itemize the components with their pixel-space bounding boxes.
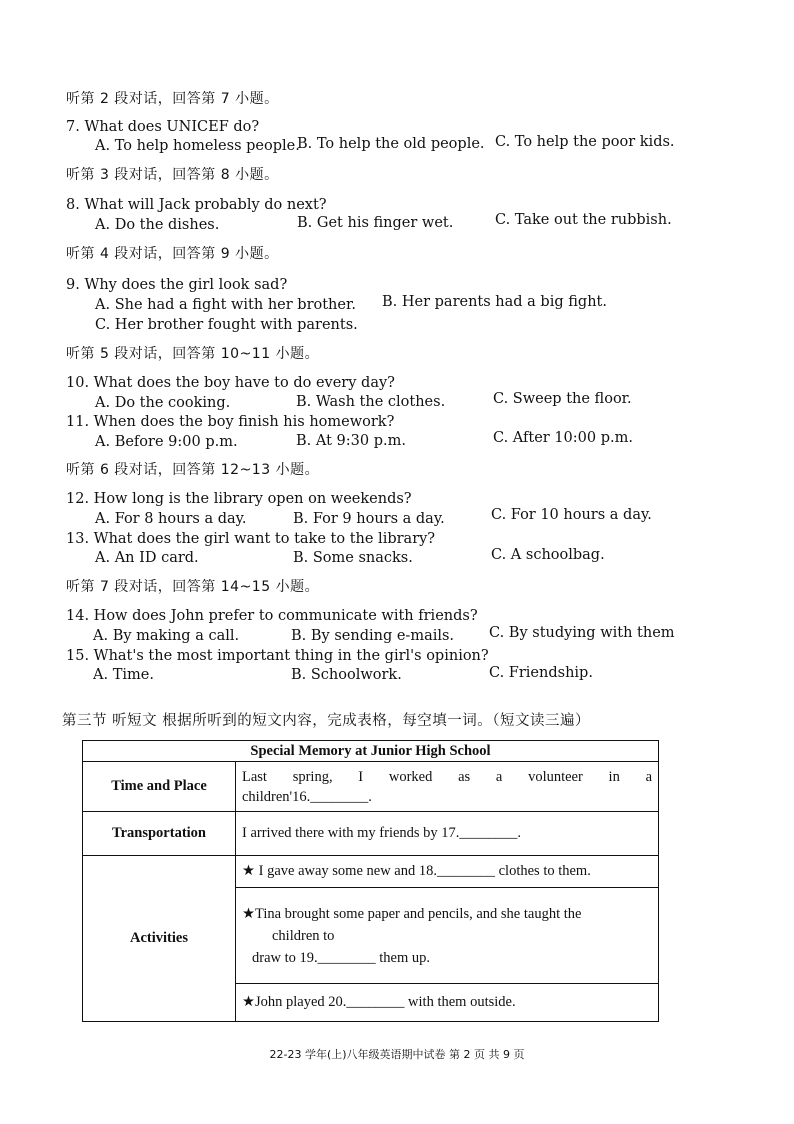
question-8-option-c: C. Take out the rubbish.: [495, 212, 672, 228]
table-title: Special Memory at Junior High School: [83, 741, 659, 762]
activity-1-text: ★ I gave away some new and 18.________ clothes to them.: [236, 856, 659, 888]
question-12-stem: 12. How long is the library open on weekends?: [66, 491, 412, 507]
transportation-text: I arrived there with my friends by 17.________.: [236, 812, 659, 856]
question-11-stem: 11. When does the boy finish his homework?: [66, 414, 395, 430]
activity-3-text: ★John played 20.________ with them outside.: [236, 984, 659, 1022]
question-14-option-a: A. By making a call.: [93, 628, 240, 644]
question-8-option-b: B. Get his finger wet.: [297, 215, 454, 231]
section-heading-2: 听第 2 段对话，回答第 7 小题。: [66, 91, 279, 107]
activity-2-line-1: ★Tina brought some paper and pencils, and she taught the: [242, 905, 582, 922]
question-13-option-b: B. Some snacks.: [293, 550, 413, 566]
question-10-option-c: C. Sweep the floor.: [493, 391, 632, 407]
question-15-option-b: B. Schoolwork.: [291, 667, 402, 683]
transportation-label: Transportation: [83, 812, 236, 856]
question-11-option-b: B. At 9:30 p.m.: [296, 433, 406, 449]
time-and-place-label: Time and Place: [83, 762, 236, 812]
question-12-option-a: A. For 8 hours a day.: [95, 511, 247, 527]
question-15-option-c: C. Friendship.: [489, 665, 593, 681]
activity-2-cell: [236, 888, 659, 984]
activity-2-line-3: draw to 19.________ them up.: [252, 949, 431, 966]
question-8-stem: 8. What will Jack probably do next?: [66, 197, 327, 213]
question-9-stem: 9. Why does the girl look sad?: [66, 277, 288, 293]
question-13-stem: 13. What does the girl want to take to the library?: [66, 531, 436, 547]
question-9-option-c: C. Her brother fought with parents.: [95, 317, 358, 333]
question-9-option-a: A. She had a fight with her brother.: [95, 297, 356, 313]
question-9-option-b: B. Her parents had a big fight.: [382, 294, 607, 310]
question-15-option-a: A. Time.: [93, 667, 154, 683]
question-10-option-b: B. Wash the clothes.: [296, 394, 446, 410]
question-7-option-a: A. To help homeless people.: [95, 138, 300, 154]
time-and-place-text: Last spring, I worked as a volunteer in a children'16.________.: [242, 768, 652, 805]
question-14-option-b: B. By sending e-mails.: [291, 628, 455, 644]
question-14-option-c: C. By studying with them: [489, 625, 675, 641]
question-7-option-b: B. To help the old people.: [297, 136, 485, 152]
question-10-option-a: A. Do the cooking.: [95, 395, 231, 411]
question-10-stem: 10. What does the boy have to do every day?: [66, 375, 395, 391]
question-15-stem: 15. What's the most important thing in the girl's opinion?: [66, 648, 489, 664]
activity-2-line-2: children to: [272, 927, 335, 944]
page-footer: 22-23 学年(上)八年级英语期中试卷 第 2 页 共 9 页: [269, 1048, 525, 1061]
activities-label: Activities: [83, 856, 236, 1022]
question-7-option-c: C. To help the poor kids.: [495, 134, 675, 150]
time-and-place-cell: [236, 762, 659, 812]
question-8-option-a: A. Do the dishes.: [95, 217, 220, 233]
question-14-stem: 14. How does John prefer to communicate with friends?: [66, 608, 478, 624]
question-11-option-a: A. Before 9:00 p.m.: [95, 434, 238, 450]
section-heading-7: 听第 7 段对话，回答第 14~15 小题。: [66, 579, 320, 595]
memory-table: [82, 740, 659, 1022]
question-11-option-c: C. After 10:00 p.m.: [493, 430, 633, 446]
question-12-option-c: C. For 10 hours a day.: [491, 507, 652, 523]
part-3-heading: 第三节 听短文 根据所听到的短文内容，完成表格，每空填一词。（短文读三遍）: [62, 713, 590, 729]
section-heading-6: 听第 6 段对话，回答第 12~13 小题。: [66, 462, 320, 478]
section-heading-5: 听第 5 段对话，回答第 10~11 小题。: [66, 346, 320, 362]
question-13-option-c: C. A schoolbag.: [491, 547, 605, 563]
question-7-stem: 7. What does UNICEF do?: [66, 119, 260, 135]
question-13-option-a: A. An ID card.: [95, 550, 199, 566]
question-12-option-b: B. For 9 hours a day.: [293, 511, 445, 527]
section-heading-4: 听第 4 段对话，回答第 9 小题。: [66, 246, 279, 262]
section-heading-3: 听第 3 段对话，回答第 8 小题。: [66, 167, 279, 183]
